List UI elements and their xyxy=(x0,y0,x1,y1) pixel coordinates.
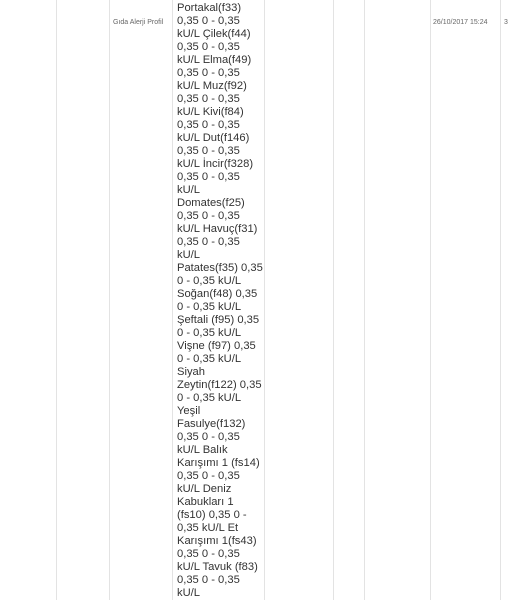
column-divider xyxy=(56,0,57,600)
column-divider xyxy=(333,0,334,600)
column-divider xyxy=(264,0,265,600)
column-divider xyxy=(430,0,431,600)
test-results-cell: Portakal(f33) 0,35 0 - 0,35 kU/L Çilek(f44) 0,35 0 - 0,35 kU/L Elma(f49) 0,35 0 - 0,35 kU/L Muz(f92) 0,35 0 - 0,35 kU/L Kivi(f84) 0,35 0 - 0,35 kU/L Dut(f146) 0,35 0 - 0,35 kU/L İncir(f328) 0,35 0 - 0,35 kU/L Domates(f25) 0,35 0 - 0,35 kU/L Havuç(f31) 0,35 0 - 0,35 kU/L Patates(f35) 0,35 0 - 0,35 kU/L Soğan(f48) 0,35 0 - 0,35 kU/L Şeftali (f95) 0,35 0 - 0,35 kU/L Vişne (f97) 0,35 0 - 0,35 kU/L Siyah Zeytin(f122) 0,35 0 - 0,35 kU/L Yeşil Fasulye(f132) 0,35 0 - 0,35 kU/L Balık Karışımı 1 (fs14) 0,35 0 - 0,35 kU/L Deniz Kabukları 1 (fs10) 0,35 0 - 0,35 kU/L Et Karışımı 1(fs43) 0,35 0 - 0,35 kU/L Tavuk (f83) 0,35 0 - 0,35 kU/L xyxy=(177,2,263,599)
column-divider xyxy=(500,0,501,600)
column-divider xyxy=(364,0,365,600)
column-divider xyxy=(172,0,173,600)
count-cell: 3 xyxy=(504,19,508,26)
profile-name-cell: Gıda Alerji Profil xyxy=(113,19,164,26)
column-divider xyxy=(109,0,110,600)
date-cell: 26/10/2017 15:24 xyxy=(433,19,488,26)
